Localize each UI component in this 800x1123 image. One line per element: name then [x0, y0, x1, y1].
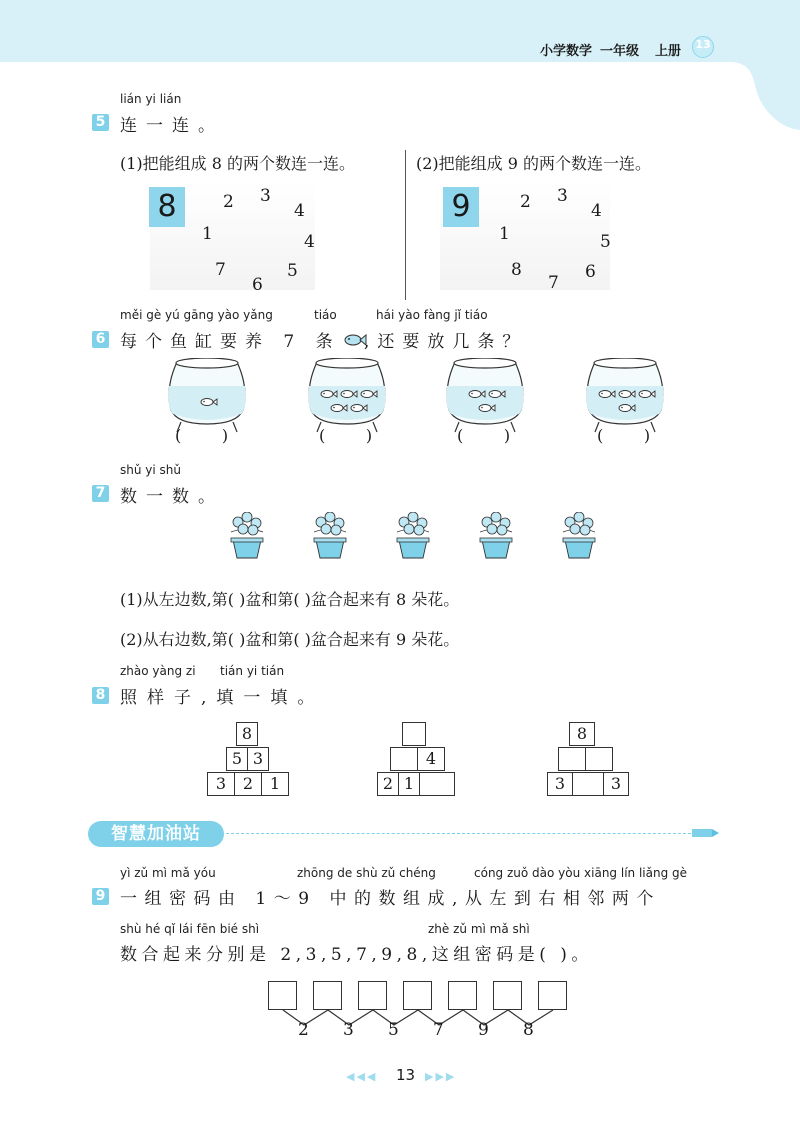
- q9-line2[interactable]: 数合起来分别是 2,3,5,7,9,8,这组密码是( )。: [120, 945, 593, 965]
- pyramid-3-bottom: [547, 772, 629, 796]
- password-box[interactable]: [538, 981, 567, 1010]
- password-sum: 7: [433, 1020, 444, 1040]
- q5-part1-num[interactable]: 5: [287, 261, 298, 281]
- pyramid-2-bottom: [377, 772, 455, 796]
- pyramid-cell[interactable]: 2: [377, 772, 399, 796]
- password-box[interactable]: [448, 981, 477, 1010]
- password-box[interactable]: [403, 981, 432, 1010]
- q9-pinyin-5: zhè zǔ mì mǎ shì: [428, 922, 530, 936]
- q9-pinyin-4: shù hé qǐ lái fēn bié shì: [120, 922, 260, 936]
- pyramid-1-middle: [226, 747, 269, 771]
- q5-part1-num[interactable]: 3: [260, 186, 271, 206]
- pencil-icon: [692, 826, 720, 840]
- q5-part2-num[interactable]: 7: [548, 273, 559, 293]
- pyramid-cell[interactable]: 3: [547, 772, 573, 796]
- password-sum: 9: [478, 1020, 489, 1040]
- password-sum: 3: [343, 1020, 354, 1040]
- pyramid-cell[interactable]: 1: [398, 772, 420, 796]
- password-box[interactable]: [268, 981, 297, 1010]
- password-box[interactable]: [358, 981, 387, 1010]
- q6-pinyin-3: hái yào fàng jǐ tiáo: [376, 308, 488, 322]
- q5-pinyin: lián yi lián: [120, 92, 182, 106]
- q5-part1-target: 8: [149, 187, 185, 227]
- pyramid-cell[interactable]: 5: [226, 747, 248, 771]
- fish-tank: [169, 358, 246, 432]
- q5-part2-target: 9: [443, 187, 479, 227]
- password-box[interactable]: [313, 981, 342, 1010]
- header-page-badge-number: 13: [695, 38, 711, 51]
- fish-tanks: [0, 358, 800, 450]
- q9-number: 9: [92, 888, 109, 905]
- q6-title-part2: ,还要放几条？: [364, 332, 528, 352]
- footer-page-number: 13: [396, 1066, 416, 1084]
- q5-number: 5: [92, 114, 109, 131]
- q5-part1-num[interactable]: 1: [202, 224, 213, 244]
- pyramid-1-bottom: [207, 772, 289, 796]
- q7-title: 数一数。: [120, 487, 224, 507]
- pyramid-cell[interactable]: 8: [569, 722, 595, 746]
- q7-number: 7: [92, 485, 109, 502]
- q8-title: 照样子,填一填。: [120, 688, 325, 708]
- pyramid-2-middle: [390, 747, 445, 771]
- q6-answer-blank[interactable]: ( ): [319, 426, 373, 445]
- header-subject: 小学数学: [540, 44, 593, 59]
- q7-line2[interactable]: (2)从右边数,第( )盆和第( )盆合起来有 9 朵花。: [120, 630, 460, 649]
- banner-dashed-line: [226, 833, 696, 834]
- q8-pinyin-1: zhào yàng zi: [120, 664, 196, 678]
- q5-part1-num[interactable]: 7: [215, 260, 226, 280]
- q9-pinyin-3: cóng zuǒ dào yòu xiāng lín liǎng gè: [474, 866, 687, 880]
- q5-title: 连一连。: [120, 116, 224, 136]
- q5-part2-num[interactable]: 4: [591, 201, 602, 221]
- header-grade: 一年级: [600, 44, 640, 59]
- pyramid-cell[interactable]: [402, 722, 426, 746]
- pyramid-cell[interactable]: [419, 772, 455, 796]
- q8-number: 8: [92, 687, 109, 704]
- q5-part2-num[interactable]: 3: [557, 186, 568, 206]
- q5-part2-num[interactable]: 2: [520, 192, 531, 212]
- pyramid-3-middle: [558, 747, 613, 771]
- section-banner: 智慧加油站: [88, 821, 224, 847]
- q5-part2-num[interactable]: 5: [600, 232, 611, 252]
- pyramid-cell[interactable]: 3: [603, 772, 629, 796]
- q5-part1-text: (1)把能组成 8 的两个数连一连。: [120, 154, 356, 173]
- q5-divider: [405, 150, 406, 300]
- pyramid-cell[interactable]: 8: [236, 722, 258, 746]
- q6-pinyin-1: měi gè yú gāng yào yǎng: [120, 308, 273, 322]
- q6-title-part1: 每个鱼缸要养 7 条: [120, 332, 341, 352]
- q6-answer-blank[interactable]: ( ): [457, 426, 511, 445]
- q5-part2-num[interactable]: 1: [499, 224, 510, 244]
- q9-line1: 一组密码由 1～9 中的数组成,从左到右相邻两个: [120, 889, 661, 909]
- password-box[interactable]: [493, 981, 522, 1010]
- q9-pinyin-2: zhōng de shù zǔ chéng: [297, 866, 436, 880]
- q7-line1[interactable]: (1)从左边数,第( )盆和第( )盆合起来有 8 朵花。: [120, 590, 460, 609]
- q6-answer-blank[interactable]: ( ): [175, 426, 229, 445]
- flower-pot-icon: [314, 512, 346, 558]
- flower-pot-icon: [397, 512, 429, 558]
- password-sum: 2: [298, 1020, 309, 1040]
- flower-pot-icon: [480, 512, 512, 558]
- q9-pinyin-1: yì zǔ mì mǎ yóu: [120, 866, 216, 880]
- footer-right-arrows: ▶▶▶: [425, 1070, 457, 1083]
- footer-left-arrows: ◀◀◀: [346, 1070, 378, 1083]
- q5-part1-num[interactable]: 4: [294, 201, 305, 221]
- pyramid-cell[interactable]: 3: [207, 772, 235, 796]
- pyramid-1-top: [236, 722, 258, 746]
- pyramid-cell[interactable]: 3: [247, 747, 269, 771]
- flower-pot-icon: [231, 512, 263, 558]
- pyramid-cell[interactable]: [585, 747, 613, 771]
- q8-pinyin-2: tián yi tián: [220, 664, 285, 678]
- pyramid-cell[interactable]: [390, 747, 418, 771]
- pyramid-cell[interactable]: 1: [261, 772, 289, 796]
- q5-part2-num[interactable]: 6: [585, 262, 596, 282]
- pyramid-3-top: [569, 722, 595, 746]
- q5-part2-num[interactable]: 8: [511, 260, 522, 280]
- q5-part1-num[interactable]: 6: [252, 275, 263, 295]
- pyramid-cell[interactable]: 2: [234, 772, 262, 796]
- password-sum: 8: [523, 1020, 534, 1040]
- q5-part2-text: (2)把能组成 9 的两个数连一连。: [416, 154, 652, 173]
- q6-answer-blank[interactable]: ( ): [597, 426, 651, 445]
- q5-part1-num[interactable]: 2: [223, 192, 234, 212]
- q5-part1-num[interactable]: 4: [304, 232, 315, 252]
- q6-pinyin-2: tiáo: [314, 308, 337, 322]
- pyramid-cell[interactable]: 4: [417, 747, 445, 771]
- pyramid-2-top: [402, 722, 426, 746]
- q7-pinyin: shǔ yi shǔ: [120, 463, 181, 477]
- flower-pot-icon: [563, 512, 595, 558]
- pyramid-cell[interactable]: [572, 772, 604, 796]
- q6-number: 6: [92, 331, 109, 348]
- flower-pots: [0, 512, 800, 560]
- password-sum: 5: [388, 1020, 399, 1040]
- pyramid-cell[interactable]: [558, 747, 586, 771]
- header-volume: 上册: [655, 44, 682, 59]
